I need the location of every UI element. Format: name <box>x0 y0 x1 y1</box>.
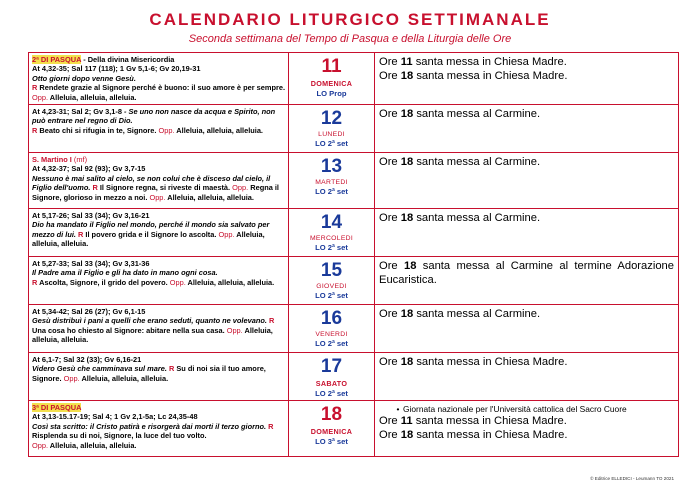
readings: At 3,13-15.17-19; Sal 4; 1 Gv 2,1-5a; Lc 24,35-48 <box>32 412 198 422</box>
day-number: 16 <box>320 308 343 330</box>
liturgy-hours: LO 2ª set <box>315 291 348 301</box>
readings: At 5,27-33; Sal 33 (34); Gv 3,31-36 <box>32 259 150 269</box>
mass-hour: 18 <box>400 428 414 441</box>
day-row-13 <box>29 153 679 209</box>
response-marker: R <box>92 183 98 193</box>
mass-hour: 11 <box>400 56 413 68</box>
mass-item: Ore 18 santa messa in Chiesa Madre. <box>379 69 568 82</box>
date-cell <box>289 105 375 153</box>
antiphon: Videro Gesù che camminava sul mare. <box>32 364 167 374</box>
liturgy-cell <box>29 105 289 153</box>
liturgy-cell <box>29 53 289 105</box>
response-marker: R <box>168 364 175 374</box>
date-cell <box>289 353 375 401</box>
antiphon: Dio ha mandato il Figlio nel mondo, perché il mondo sia salvato per mezzo di lui. <box>32 220 270 239</box>
response: Rendete grazie al Signore perché è buono: il suo amore è per sempre. <box>37 83 285 93</box>
response-marker: R <box>32 83 38 93</box>
response: Una cosa ho chiesto al Signore: abitare nella sua casa. <box>32 325 225 335</box>
date-cell <box>289 401 375 457</box>
weekday-name: DOMENICA <box>310 79 353 88</box>
weekday-name: GIOVEDI <box>316 283 347 291</box>
weekly-calendar-table <box>28 52 679 457</box>
day-number: 18 <box>320 404 343 426</box>
antiphon: Nessuno è mai salito al cielo, se non colui che è disceso dal cielo, il Figlio dell'uomo. <box>32 173 271 193</box>
feast-subtitle: - Della divina Misericordia <box>81 55 175 64</box>
day-row-16 <box>29 305 679 353</box>
mass-hour: 18 <box>400 156 414 169</box>
note-item <box>379 404 674 415</box>
antiphon: Gesù distribuì i pani a quelli che erano seduti, quanto ne volevano. <box>32 316 267 326</box>
mass-item: Ore 18 santa messa al Carmine. <box>379 308 541 321</box>
alleluia: Alleluia, alleluia, alleluia. <box>174 125 263 135</box>
alleluia: Alleluia, alleluia, alleluia. <box>79 373 169 383</box>
weekday-name: MARTEDI <box>315 179 348 187</box>
mass-hour: 18 <box>400 356 414 369</box>
mass-item: Ore 11 santa messa in Chiesa Madre. <box>379 415 567 428</box>
mass-hour: 18 <box>400 108 414 121</box>
response: Ascolta, Signore, il grido del povero. <box>37 277 168 287</box>
response: Il povero grida e il Signore lo ascolta. <box>83 229 217 239</box>
readings: At 6,1-7; Sal 32 (33); Gv 6,16-21 <box>32 355 142 365</box>
response-alt: Regna il Signore, glorioso in mezzo a noi. <box>32 183 279 202</box>
bullet-icon: • <box>396 404 400 415</box>
response-marker: R <box>268 421 274 431</box>
feast-title: S. Martino I <box>32 155 72 165</box>
page-subtitle: Seconda settimana del Tempo di Pasqua e della Liturgia delle Ore <box>188 33 512 45</box>
opp-marker: Opp. <box>32 440 49 450</box>
alleluia: Alleluia, alleluia, alleluia. <box>32 229 265 249</box>
mass-hour: 18 <box>400 308 414 321</box>
response: Beato chi si rifugia in te, Signore. <box>37 125 157 135</box>
liturgy-hours: LO 2ª set <box>315 139 348 149</box>
readings: At 4,32-37; Sal 92 (93); Gv 3,7-15 <box>32 164 146 174</box>
response-marker: R <box>32 277 38 287</box>
feast-title: 2ª DI PASQUA <box>32 55 82 64</box>
mass-cell <box>375 353 679 401</box>
liturgy-cell <box>29 401 289 457</box>
day-number: 15 <box>320 260 343 282</box>
liturgy-cell <box>29 153 289 209</box>
day-row-12 <box>29 105 679 153</box>
mass-item: Ore 18 santa messa al Carmine. <box>379 212 541 225</box>
day-number: 17 <box>320 356 343 378</box>
mass-cell <box>375 209 679 257</box>
day-row-14 <box>29 209 679 257</box>
response-marker: R <box>268 316 275 326</box>
day-number: 11 <box>321 56 342 77</box>
mass-item: Ore 18 santa messa al Carmine. <box>379 108 541 121</box>
liturgy-hours: LO 2ª set <box>315 243 348 253</box>
alleluia: Alleluia, alleluia, alleluia. <box>165 192 254 202</box>
response: Su di noi sia il tuo amore, Signore. <box>32 364 266 383</box>
publisher-credit: © Editrice ELLEDICI - Leumann TO 2021 <box>590 476 674 481</box>
response: Il Signore regna, si riveste di maestà. <box>97 183 231 193</box>
opp-marker: Opp. <box>158 125 175 135</box>
feast-title: 3ª DI PASQUA <box>32 403 82 413</box>
mass-cell <box>375 401 679 457</box>
alleluia: Alleluia, alleluia, alleluia. <box>48 92 137 102</box>
mass-item: Ore 11 santa messa in Chiesa Madre. <box>379 56 567 68</box>
opp-marker: Opp. <box>226 325 243 335</box>
antiphon: - Se uno non nasce da acqua e Spirito, non può entrare nel regno di Dio. <box>32 107 276 126</box>
liturgy-cell <box>29 353 289 401</box>
opp-marker: Opp. <box>32 92 49 102</box>
date-cell <box>289 53 375 105</box>
alleluia: Alleluia, alleluia, alleluia. <box>185 277 275 287</box>
note-text: Giornata nazionale per l'Università cattolica del Sacro Cuore <box>403 404 627 415</box>
readings: At 4,32-35; Sal 117 (118); 1 Gv 5,1-6; Gv 20,19-31 <box>32 64 201 74</box>
opp-marker: Opp. <box>149 192 166 202</box>
weekday-name: DOMENICA <box>310 427 353 437</box>
mass-item: Ore 18 santa messa al Carmine al termine Adorazione Eucaristica. <box>379 260 674 286</box>
date-cell <box>289 209 375 257</box>
mass-cell <box>375 257 679 305</box>
opp-marker: Opp. <box>218 229 235 239</box>
mass-item: Ore 18 santa messa al Carmine. <box>379 156 541 169</box>
liturgy-cell <box>29 257 289 305</box>
readings: At 4,23-31; Sal 2; Gv 3,1-8 <box>32 107 122 117</box>
response-marker: R <box>78 229 84 239</box>
liturgy-hours: LO 3ª set <box>315 437 348 447</box>
opp-marker: Opp. <box>232 183 249 193</box>
mass-item: Ore 18 santa messa in Chiesa Madre. <box>379 356 568 369</box>
mass-cell <box>375 105 679 153</box>
weekday-name: LUNEDI <box>318 131 345 139</box>
weekday-name: VENERDI <box>315 331 348 339</box>
opp-marker: Opp. <box>63 373 80 383</box>
date-cell <box>289 153 375 209</box>
liturgy-hours: LO 2ª set <box>315 339 348 349</box>
day-row-18 <box>29 401 679 457</box>
day-number: 12 <box>320 108 343 130</box>
day-number: 13 <box>320 156 343 178</box>
liturgy-hours: LO 2ª set <box>315 187 348 197</box>
mass-hour: 18 <box>403 260 417 273</box>
mass-hour: 18 <box>400 69 414 82</box>
liturgy-hours: LO 2ª set <box>315 389 348 399</box>
mass-hour: 18 <box>400 212 414 225</box>
response: Risplenda su di noi, Signore, la luce del tuo volto. <box>32 431 207 441</box>
alleluia: Alleluia, alleluia, alleluia. <box>48 440 137 450</box>
antiphon: Il Padre ama il Figlio e gli ha dato in mano ogni cosa. <box>32 268 218 278</box>
day-row-11 <box>29 53 679 105</box>
date-cell <box>289 257 375 305</box>
weekday-name: SABATO <box>315 379 348 389</box>
date-cell <box>289 305 375 353</box>
liturgy-cell <box>29 305 289 353</box>
opp-marker: Opp. <box>169 277 186 287</box>
alleluia: Alleluia, alleluia, alleluia. <box>32 325 273 345</box>
mass-item: Ore 18 santa messa in Chiesa Madre. <box>379 428 568 441</box>
day-row-17 <box>29 353 679 401</box>
antiphon: Otto giorni dopo venne Gesù. <box>32 73 136 83</box>
mass-cell <box>375 305 679 353</box>
response-marker: R <box>32 125 38 135</box>
weekday-name: MERCOLEDI <box>309 235 354 243</box>
mass-hour: 11 <box>400 415 413 428</box>
day-row-15 <box>29 257 679 305</box>
day-number: 14 <box>320 212 343 234</box>
mass-cell <box>375 153 679 209</box>
liturgy-hours: LO Prop <box>316 89 347 98</box>
liturgy-cell <box>29 209 289 257</box>
antiphon: Così sta scritto: il Cristo patirà e risorgerà dai morti il terzo giorno. <box>32 421 267 431</box>
page-title: CALENDARIO LITURGICO SETTIMANALE <box>149 10 551 29</box>
mass-cell <box>375 53 679 105</box>
readings: At 5,34-42; Sal 26 (27); Gv 6,1-15 <box>32 307 146 317</box>
feast-subtitle: (mf) <box>71 155 88 165</box>
readings: At 5,17-26; Sal 33 (34); Gv 3,16-21 <box>32 211 150 221</box>
